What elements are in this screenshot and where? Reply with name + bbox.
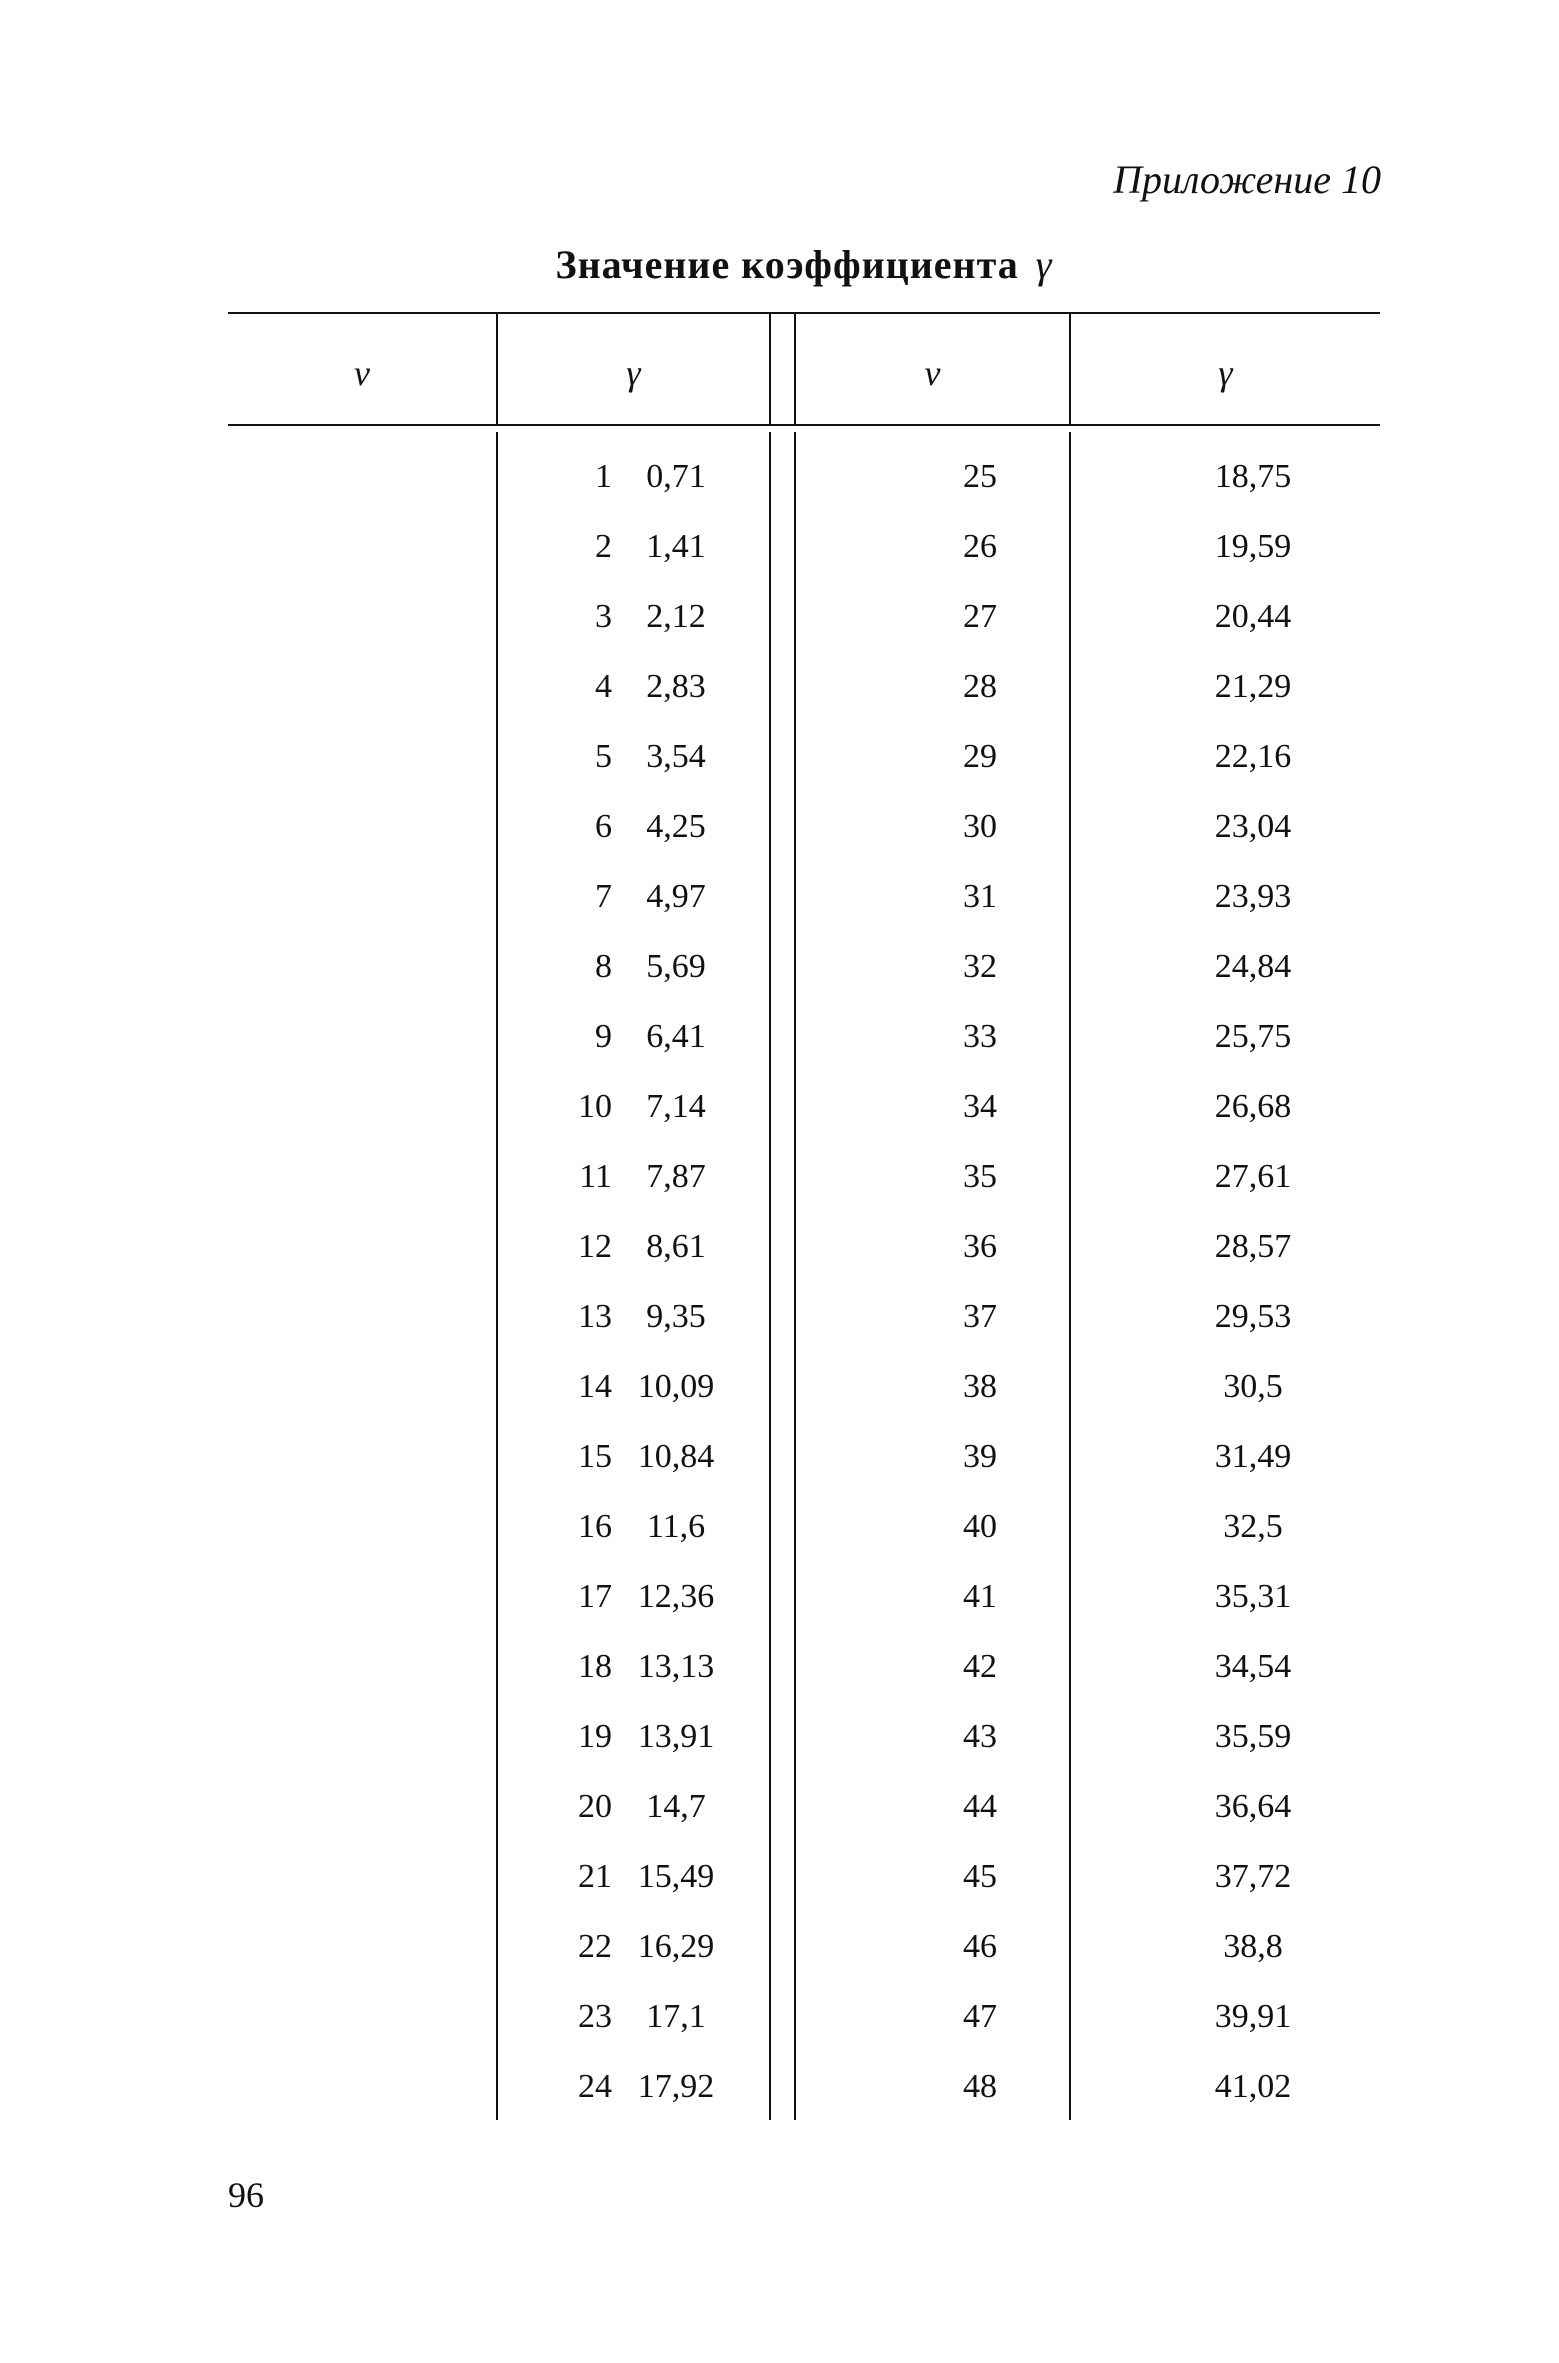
cell-gamma-right: 26,68 <box>1214 1088 1292 1125</box>
cell-v-left: 24 <box>578 2068 612 2105</box>
cell-gamma-right: 39,91 <box>1214 1998 1292 2035</box>
cell-gamma-right: 29,53 <box>1214 1298 1292 1335</box>
cell-gamma-left: 16,29 <box>637 1928 715 1965</box>
table-row <box>228 1502 1380 1572</box>
cell-v-left: 10 <box>578 1088 612 1125</box>
cell-v-left: 8 <box>595 948 612 985</box>
cell-v-left: 21 <box>578 1858 612 1895</box>
cell-v-left: 3 <box>595 598 612 635</box>
cell-gamma-left: 7,14 <box>646 1088 706 1125</box>
cell-v-right: 35 <box>963 1158 997 1195</box>
cell-v-right: 41 <box>963 1578 997 1615</box>
cell-gamma-right: 24,84 <box>1214 948 1292 985</box>
cell-gamma-right: 23,04 <box>1214 808 1292 845</box>
appendix-label: Приложение 10 <box>1113 157 1381 202</box>
table-row <box>228 872 1380 942</box>
cell-gamma-right: 20,44 <box>1214 598 1292 635</box>
table-row <box>228 1852 1380 1922</box>
table-title-text: Значение коэффициента <box>555 242 1019 287</box>
cell-gamma-right: 19,59 <box>1214 528 1292 565</box>
cell-v-left: 13 <box>578 1298 612 1335</box>
cell-v-left: 17 <box>578 1578 612 1615</box>
cell-v-right: 37 <box>963 1298 997 1335</box>
cell-v-right: 45 <box>963 1858 997 1895</box>
header-v-left: v <box>354 353 370 393</box>
cell-gamma-left: 7,87 <box>646 1158 706 1195</box>
cell-gamma-right: 37,72 <box>1214 1858 1292 1895</box>
cell-v-left: 15 <box>578 1438 612 1475</box>
table-body <box>228 452 1380 2132</box>
cell-v-left: 4 <box>595 668 612 705</box>
cell-v-left: 9 <box>595 1018 612 1055</box>
cell-gamma-left: 6,41 <box>646 1018 706 1055</box>
table-header-rule <box>228 424 1380 426</box>
cell-gamma-right: 23,93 <box>1214 878 1292 915</box>
table-row <box>228 1222 1380 1292</box>
cell-gamma-left: 13,13 <box>637 1648 715 1685</box>
cell-gamma-left: 1,41 <box>646 528 706 565</box>
column-divider-double <box>769 314 771 424</box>
table-row <box>228 1012 1380 1082</box>
table-row <box>228 662 1380 732</box>
cell-gamma-right: 22,16 <box>1214 738 1292 775</box>
cell-v-right: 29 <box>963 738 997 775</box>
cell-v-right: 28 <box>963 668 997 705</box>
cell-v-left: 14 <box>578 1368 612 1405</box>
cell-v-left: 11 <box>579 1158 612 1195</box>
table-row <box>228 802 1380 872</box>
cell-v-right: 36 <box>963 1228 997 1265</box>
table-row <box>228 1152 1380 1222</box>
cell-v-right: 32 <box>963 948 997 985</box>
page-number: 96 <box>228 2175 264 2215</box>
table-title <box>0 240 1559 290</box>
cell-v-left: 20 <box>578 1788 612 1825</box>
cell-v-right: 39 <box>963 1438 997 1475</box>
table-row <box>228 942 1380 1012</box>
cell-gamma-left: 3,54 <box>646 738 706 775</box>
cell-gamma-left: 4,97 <box>646 878 706 915</box>
cell-gamma-right: 35,31 <box>1214 1578 1292 1615</box>
table-row <box>228 1292 1380 1362</box>
cell-v-right: 27 <box>963 598 997 635</box>
header-gamma-right: γ <box>1218 353 1233 393</box>
cell-v-right: 33 <box>963 1018 997 1055</box>
cell-v-left: 1 <box>595 458 612 495</box>
table-row <box>228 2062 1380 2132</box>
cell-gamma-left: 13,91 <box>637 1718 715 1755</box>
cell-v-right: 34 <box>963 1088 997 1125</box>
cell-gamma-right: 35,59 <box>1214 1718 1292 1755</box>
table-title-symbol: γ <box>1035 242 1053 287</box>
cell-v-right: 42 <box>963 1648 997 1685</box>
cell-v-right: 25 <box>963 458 997 495</box>
table-row <box>228 592 1380 662</box>
header-gamma-left: γ <box>626 353 641 393</box>
cell-gamma-left: 12,36 <box>637 1578 715 1615</box>
cell-gamma-left: 15,49 <box>637 1858 715 1895</box>
cell-gamma-right: 36,64 <box>1214 1788 1292 1825</box>
cell-v-left: 23 <box>578 1998 612 2035</box>
cell-v-right: 40 <box>963 1508 997 1545</box>
table-row <box>228 1922 1380 1992</box>
cell-v-left: 22 <box>578 1928 612 1965</box>
cell-v-left: 7 <box>595 878 612 915</box>
cell-gamma-right: 27,61 <box>1214 1158 1292 1195</box>
header-v-right: v <box>924 353 941 393</box>
coefficient-table <box>228 312 1380 2122</box>
cell-gamma-right: 34,54 <box>1214 1648 1292 1685</box>
table-top-rule <box>228 312 1380 314</box>
table-row <box>228 1712 1380 1782</box>
cell-gamma-left: 0,71 <box>646 458 706 495</box>
cell-gamma-left: 5,69 <box>646 948 706 985</box>
cell-gamma-left: 10,84 <box>637 1438 715 1475</box>
cell-v-right: 31 <box>963 878 997 915</box>
cell-v-right: 26 <box>963 528 997 565</box>
table-row <box>228 1782 1380 1852</box>
cell-gamma-left: 17,92 <box>637 2068 715 2105</box>
cell-gamma-left: 10,09 <box>637 1368 715 1405</box>
cell-gamma-right: 41,02 <box>1214 2068 1292 2105</box>
cell-gamma-left: 4,25 <box>646 808 706 845</box>
cell-gamma-left: 14,7 <box>646 1788 706 1825</box>
cell-gamma-right: 30,5 <box>1223 1368 1283 1405</box>
cell-gamma-right: 38,8 <box>1223 1928 1283 1965</box>
cell-gamma-left: 9,35 <box>646 1298 706 1335</box>
cell-gamma-right: 25,75 <box>1214 1018 1292 1055</box>
table-row <box>228 1362 1380 1432</box>
cell-gamma-left: 11,6 <box>646 1508 706 1545</box>
cell-gamma-left: 2,83 <box>646 668 706 705</box>
table-row <box>228 1572 1380 1642</box>
cell-gamma-right: 28,57 <box>1214 1228 1292 1265</box>
cell-gamma-right: 32,5 <box>1223 1508 1283 1545</box>
cell-v-left: 5 <box>595 738 612 775</box>
cell-v-left: 19 <box>578 1718 612 1755</box>
cell-gamma-right: 31,49 <box>1214 1438 1292 1475</box>
cell-v-right: 46 <box>963 1928 997 1965</box>
cell-v-left: 12 <box>578 1228 612 1265</box>
cell-gamma-right: 18,75 <box>1214 458 1292 495</box>
table-row <box>228 1642 1380 1712</box>
cell-gamma-left: 2,12 <box>646 598 706 635</box>
cell-v-right: 43 <box>963 1718 997 1755</box>
table-row <box>228 452 1380 522</box>
table-row <box>228 1992 1380 2062</box>
table-row <box>228 1082 1380 1152</box>
cell-v-left: 16 <box>578 1508 612 1545</box>
table-row <box>228 732 1380 802</box>
cell-v-right: 47 <box>963 1998 997 2035</box>
cell-gamma-left: 17,1 <box>646 1998 706 2035</box>
cell-v-right: 30 <box>963 808 997 845</box>
cell-gamma-right: 21,29 <box>1214 668 1292 705</box>
cell-v-left: 2 <box>595 528 612 565</box>
cell-v-left: 6 <box>595 808 612 845</box>
cell-v-left: 18 <box>578 1648 612 1685</box>
table-row <box>228 522 1380 592</box>
cell-v-right: 44 <box>963 1788 997 1825</box>
cell-v-right: 48 <box>963 2068 997 2105</box>
table-row <box>228 1432 1380 1502</box>
cell-gamma-left: 8,61 <box>646 1228 706 1265</box>
cell-v-right: 38 <box>963 1368 997 1405</box>
